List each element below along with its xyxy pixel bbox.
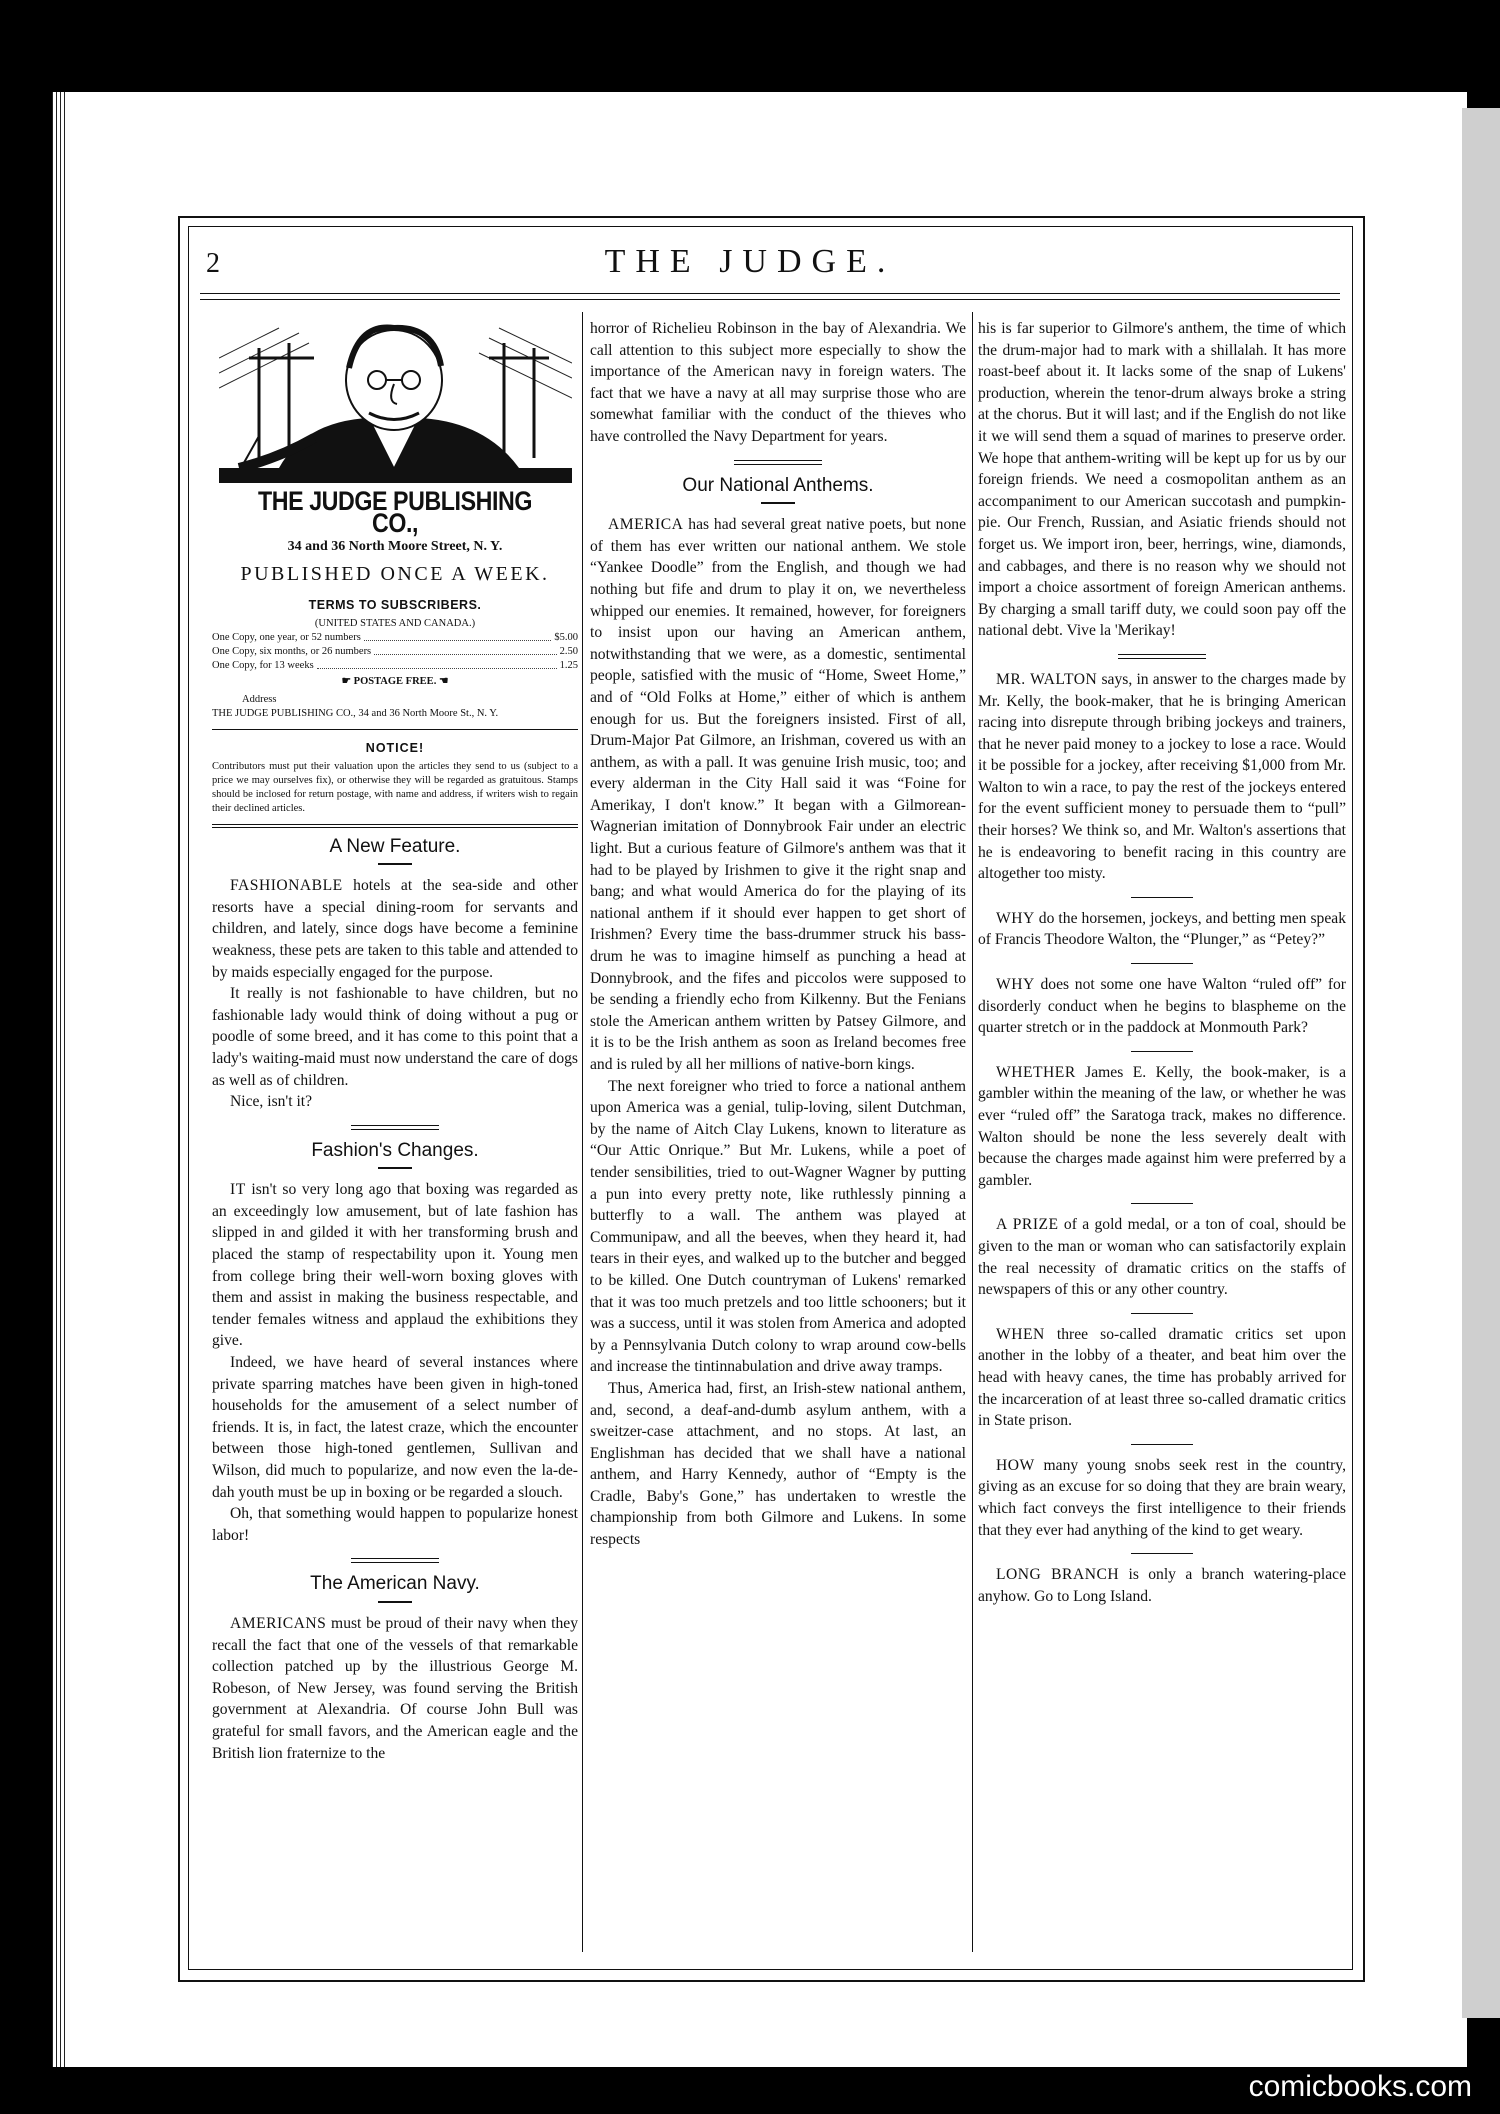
header-rule-top (200, 293, 1340, 294)
header-rule-bottom (200, 299, 1340, 300)
paragraph: WHY does not some one have Walton “ruled off” for disorderly conduct when he begins to blaspheme on the quarter stretch or in the paddock at Monmouth Park? (978, 976, 1346, 1037)
heading-fashions-changes: Fashion's Changes. (311, 1139, 479, 1161)
paragraph: MR. WALTON says, in answer to the charges made by Mr. Kelly, the book-maker, that he is bringing American racing into disrepute through bribing jockeys and trainers, that he never paid money to a jockey to lose a race. Would it be possible for a jockey, after receiving $1,000 from Mr. Walton to win a race, to pay the rest of the jockeys entered for the event sufficient money to persuade them to “pull” their horses? We think so, and Mr. Walton's assertions that he is endeavoring to benefit racing in this country are altogether too misty. (978, 670, 1346, 883)
page-number: 2 (206, 248, 220, 279)
publication-frequency: PUBLISHED ONCE A WEEK. (240, 562, 550, 585)
rate-row: One Copy, one year, or 52 numbers $5.00 (212, 631, 578, 643)
binding-edge (52, 92, 66, 2067)
section-divider (1131, 897, 1193, 898)
notice-title: NOTICE! (365, 740, 425, 755)
paragraph: Thus, America had, first, an Irish-stew national anthem, and, second, a deaf-and-dumb asylum anthem, with a sweitzer-case attachment, and no stops. At last, an Englishman has decided that we shall have a national anthem, and Harry Kennedy, author of “Empty is the Cradle, Baby's Gone,” has undertaken to wrestle the championship from both Gilmore and Lukens. In some respects (590, 1379, 966, 1549)
section-divider (734, 460, 822, 465)
section-divider (1118, 654, 1206, 659)
paragraph: HOW many young snobs seek rest in the country, giving as an excuse for so doing that they are brain weary, which fact conveys the first intelligence to their friends that they ever had anything of the kind to get weary. (978, 1456, 1346, 1539)
paragraph: It really is not fashionable to have children, but no fashionable lady would think of doing without a pug or poodle of some breed, and it has come to this point that a lady's waiting-maid must now understand the care of dogs as well as of children. (212, 985, 578, 1089)
terms-subtitle: (UNITED STATES AND CANADA.) (314, 617, 476, 629)
notice-divider (212, 824, 578, 825)
paragraph: his is far superior to Gilmore's anthem, the time of which the drum-major had to mark with a shillalah. It has more roast-beef about it. It lacks some of the snap of Lukens' production, wherein the tenor-drum always broke a string at the chorus. But it will last; and if the English do not like it we will send them a squad of marines to preserve order. We hope that anthem-writing will be kept up for us by our foreign friends. We need a cosmopolitan anthem as an accompaniment to our American succotash and pumpkin-pie. Our French, Russian, and Asiatic friends should not forget us. We import iron, beer, herrings, wine, diamonds, and cabbages, and there is no reason why we should not import a choice assortment of foreign American anthems. By charging a small tariff duty, we could soon pay off the national debt. Vive la 'Merikay! (978, 320, 1346, 640)
notice-divider-2 (212, 827, 578, 828)
rate-row: One Copy, six months, or 26 numbers 2.50 (212, 645, 578, 657)
masthead-title: THE JUDGE. (604, 243, 896, 280)
paragraph: AMERICANS must be proud of their navy when they recall the fact that one of the vessels of that remarkable collection patched up by the illustrious George M. Robeson, of New Jersey, was found serving the British government at Alexandria. Of course John Bull was grateful for small favors, and the American eagle and the British lion fraternize to the (212, 1614, 578, 1762)
section-divider (351, 1125, 439, 1130)
heading-rule (378, 863, 412, 865)
section-divider (1131, 1444, 1193, 1445)
heading-new-feature: A New Feature. (329, 835, 461, 857)
section-divider (1131, 963, 1193, 964)
publisher-address: 34 and 36 North Moore Street, N. Y. (287, 539, 503, 555)
publisher-name: THE JUDGE PUBLISHING CO., (258, 486, 532, 538)
paragraph: AMERICA has had several great native poets, but none of them has ever written our national anthem. We stole “Yankee Doodle” from the English, and though we had nothing but fife and drum to play it on, we nevertheless whipped our enemies. It remained, however, for foreigners to insist upon our having an American anthem, notwithstanding that we were, as a domestic, sentimental people, satisfied with the music of “Home, Sweet Home,” and of “Old Folks at Home,” either of which is anthem enough for us. But the foreigners insisted. First of all, Drum-Major Pat Gilmore, an Irishman, covered us with an anthem, as with a pall. It was genuine Irish music, too; and every alderman in the City Hall said it was “Foine for Amerikay, I don't know.” It began with a Gilmorean-Wagnerian imitation of Donnybrook Fair under an electric light. But a curious feature of Gilmore's anthem was that it had to be played by Irishmen to give it the right snap and bang; and what would America do for the playing of its national anthem if it should ever happen to get short of Irishmen? Every time the bass-drummer struck his bass-drum he was to imagine himself as punching a head at Donnybrook, and the fifes and piccolos were supposed to be sending a friendly echo from Kilkenny. But the Fenians stole the American anthem written by Patsey Gilmore, and it is to be the Irish anthem as soon as Ireland becomes free and is ruled by all her millions of native-born kings. (590, 516, 966, 1073)
column-3 (978, 318, 1346, 1607)
heading-rule (378, 1167, 412, 1169)
paragraph: WHETHER James E. Kelly, the book-maker, is a gambler within the meaning of the law, or whether he was ever “ruled off” the Saratoga track, makes no difference. Walton should be none the less severely dealt with because the charges made against him were preferred by a gambler. (978, 1063, 1346, 1189)
paragraph: WHEN three so-called dramatic critics set upon another in the lobby of a theater, and beat him over the head with heavy canes, the time has probably arrived for the incarceration of at least three so-called dramatic critics in State prison. (978, 1325, 1346, 1430)
column-rule-2 (972, 312, 973, 1952)
address-label: Address (242, 693, 277, 705)
heading-rule (761, 502, 795, 504)
rate-row: One Copy, for 13 weeks 1.25 (212, 659, 578, 671)
heading-american-navy: The American Navy. (310, 1573, 480, 1595)
column-1 (212, 318, 578, 1764)
paragraph: LONG BRANCH is only a branch watering-place anyhow. Go to Long Island. (978, 1566, 1347, 1605)
column-2 (590, 318, 966, 1551)
paragraph: The next foreigner who tried to force a national anthem upon America was a genial, tulip-loving, silent Dutchman, by the name of Aitch Clay Lukens, known to literature as “Our Attic Onrique.” But Mr. Lukens, while a poet of tender sensibilities, tried to out-Wagner Wagner by putting a pun into every pretty note, like ruthlessly pinning a butterfly to a wall. The anthem was played at Communipaw, and all the beeves, when they heard it, had tears in their eyes, and walked up to the butcher and begged to be killed. One Dutch countryman of Lukens' remarked that it was too much pretzels and too little schooners; but it was a success, until it was stolen from America and adopted by a Pennsylvania Dutch colony to wrap around cow-bells and increase the tintinnabulation and drive away tramps. (590, 1077, 966, 1376)
terms-title: TERMS TO SUBSCRIBERS. (308, 598, 482, 613)
editor-illustration (219, 318, 572, 483)
paragraph: IT isn't so very long ago that boxing was regarded as an exceedingly low amusement, but of late fashion has slipped in and gilded it with her transforming brush and placed the stamp of respectability upon it. Young men from college bring their well-worn boxing gloves with them and assist in making the business respectable, and tender females witness and applaud the exhibitions they give. (212, 1181, 578, 1350)
adjacent-page-edge (1462, 108, 1500, 2018)
section-divider (351, 1558, 439, 1563)
site-watermark: comicbooks.com (1248, 2070, 1472, 2103)
heading-national-anthems: Our National Anthems. (682, 474, 874, 496)
paragraph: Indeed, we have heard of several instances where private sparring matches have been given in high-toned households for the amusement of a select number of friends. It is, in fact, the latest craze, which the encounter between those high-toned gentlemen, Sullivan and Wilson, did much to popularize, and now even the la-de-dah youth must be up in boxing or be regarded a slouch. (212, 1354, 578, 1501)
postage-note: ☛ POSTAGE FREE. ☚ (341, 675, 449, 687)
section-divider (1131, 1313, 1193, 1314)
paragraph: Nice, isn't it? (230, 1093, 313, 1111)
heading-rule (378, 1601, 412, 1603)
paragraph: horror of Richelieu Robinson in the bay of Alexandria. We call attention to this subject more especially to show the importance of the American navy in foreign waters. The fact that we have a navy at all may surprise those who are somewhat familiar with the conduct of the thieves who have controlled the Navy Department for years. (590, 320, 966, 445)
paragraph: WHY do the horsemen, jockeys, and betting men speak of Francis Theodore Walton, the “Plunger,” as “Petey?” (978, 909, 1346, 949)
column-rule-1 (582, 312, 583, 1952)
section-divider (1131, 1203, 1193, 1204)
notice-text: Contributors must put their valuation upon the articles they send to us (subject to a price we may ourselves fix), or otherwise they will be regarded as gratuitous. Stamps should be inclosed for return postage, with name and address, if writers wish to regain their declined articles. (212, 760, 578, 814)
section-divider (1131, 1051, 1193, 1052)
section-divider (1131, 1553, 1193, 1554)
paragraph: Oh, that something would happen to popularize honest labor! (212, 1505, 578, 1544)
paragraph: FASHIONABLE hotels at the sea-side and other resorts have a special dining-room for servants and children, and lately, since dogs have become a feminine weakness, these pets are taken to this table and attended to by maids especially engaged for the purpose. (212, 877, 578, 981)
paragraph: A PRIZE of a gold medal, or a ton of coal, should be given to the man or woman who can satisfactorily explain the real necessity of dramatic critics on the staffs of newspapers of this or any other country. (978, 1216, 1346, 1299)
terms-divider (212, 729, 578, 730)
address-text: THE JUDGE PUBLISHING CO., 34 and 36 North Moore St., N. Y. (212, 707, 499, 719)
